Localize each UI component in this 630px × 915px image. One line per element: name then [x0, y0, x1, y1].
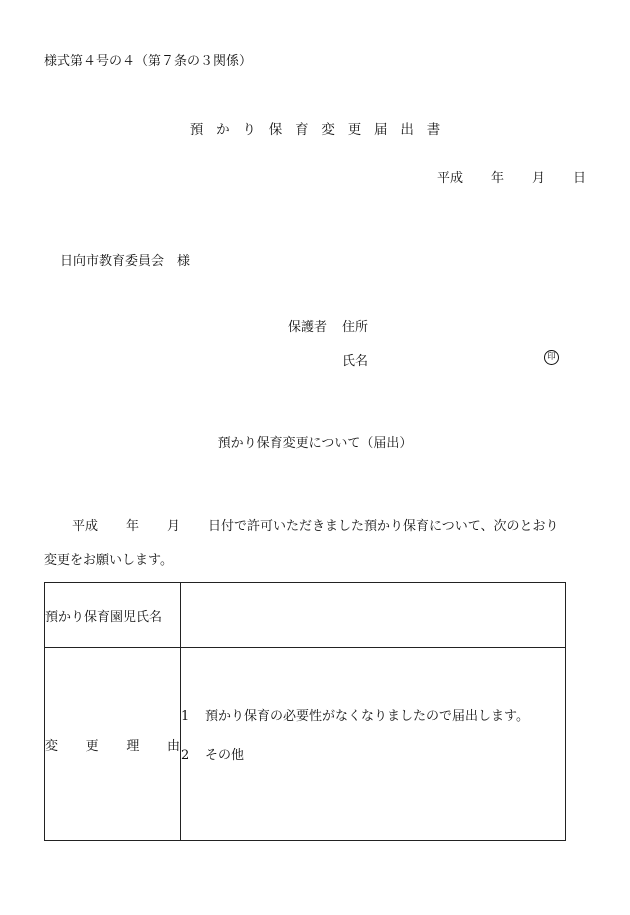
- form-number: 様式第４号の４（第７条の３関係）: [44, 54, 253, 69]
- document-title: 預かり保育変更届出書: [189, 122, 454, 138]
- child-name-field[interactable]: [181, 583, 566, 648]
- body-year: 年: [126, 519, 140, 534]
- body-era: 平成: [72, 519, 99, 534]
- date-month: 月: [531, 171, 545, 186]
- change-form-table: [44, 582, 566, 841]
- reason-number: 1: [181, 709, 190, 724]
- date-day: 日: [572, 171, 586, 186]
- addressee: 日向市教育委員会 様: [60, 254, 191, 269]
- body-line-1-text: 日付で許可いただきました預かり保育について、次のとおり: [208, 519, 559, 534]
- guardian-address-label: 住所: [342, 320, 369, 335]
- reason-label-char: 更: [85, 738, 99, 754]
- reason-field[interactable]: [181, 648, 566, 841]
- guardian-role-label: 保護者: [288, 320, 328, 335]
- body-line-2: 変更をお願いします。: [44, 553, 173, 568]
- reason-label-char: 理: [126, 738, 140, 754]
- body-line-1: [72, 515, 559, 534]
- child-name-row: [45, 583, 566, 648]
- date-line: [437, 167, 586, 186]
- reason-label-cell: [45, 648, 181, 841]
- reason-number: 2: [181, 748, 190, 763]
- reason-item-1: [181, 705, 565, 724]
- reason-item-2: [181, 744, 565, 763]
- body-month: 月: [167, 519, 181, 534]
- subject-line: 預かり保育変更について（届出）: [217, 436, 413, 451]
- child-name-label: 預かり保育園児氏名: [45, 583, 181, 648]
- reason-label: [45, 735, 180, 754]
- seal-mark: 印: [544, 350, 559, 365]
- date-year: 年: [490, 171, 504, 186]
- reason-row: [45, 648, 566, 841]
- date-era: 平成: [436, 171, 463, 186]
- reason-label-char: 変: [45, 738, 59, 754]
- reason-label-char: 由: [166, 738, 180, 754]
- guardian-name-label: 氏名: [342, 354, 369, 369]
- reason-text: 預かり保育の必要性がなくなりましたので届出します。: [205, 709, 529, 724]
- reason-text: その他: [205, 748, 245, 763]
